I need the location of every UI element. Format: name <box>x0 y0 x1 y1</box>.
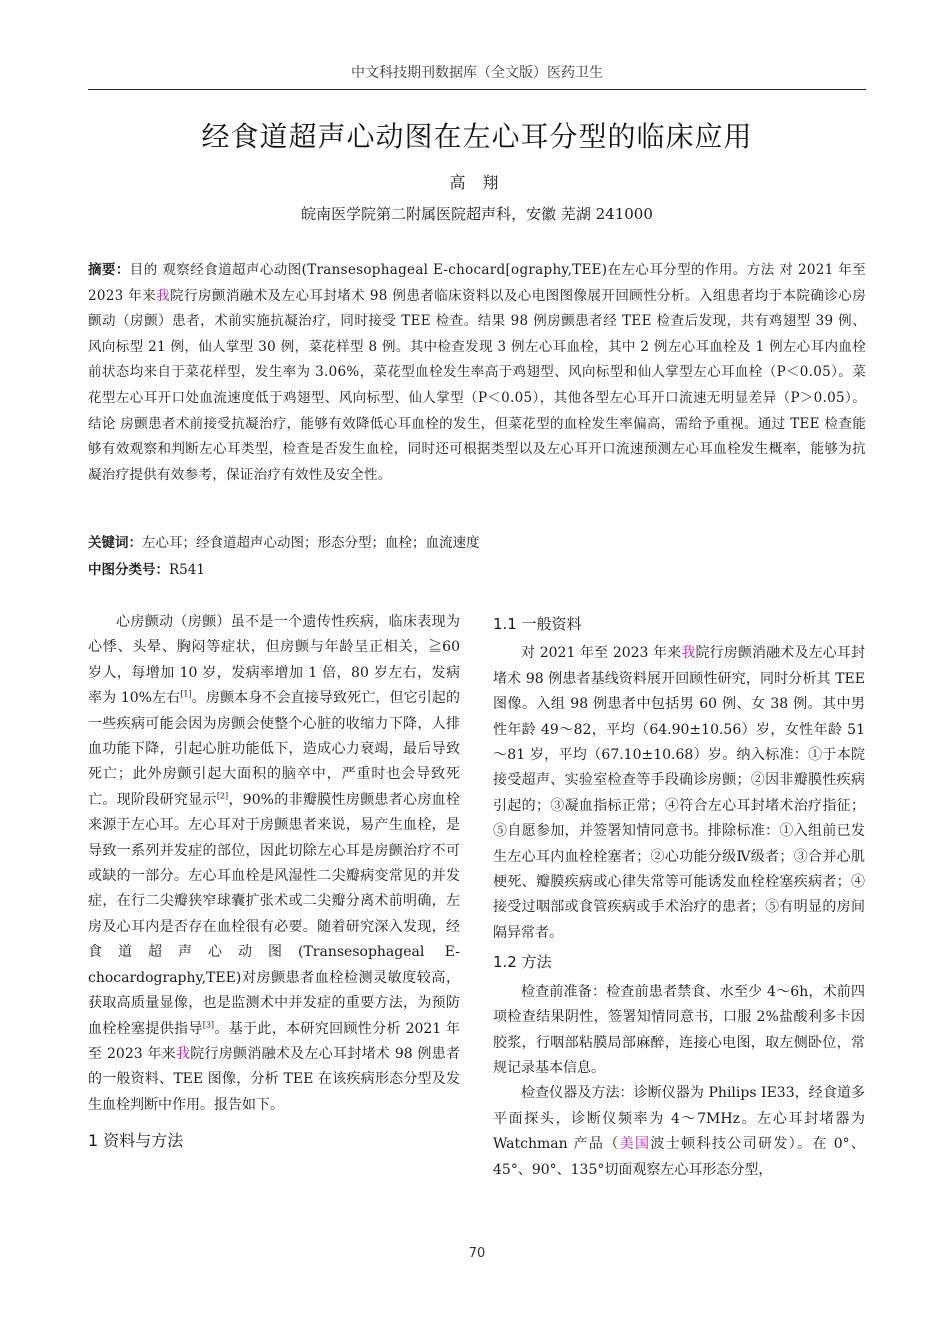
intro-highlight: 我 <box>175 1045 191 1062</box>
classification-number <box>88 558 866 578</box>
abstract-text-2: 院行房颤消融术及左心耳封堵术 98 例患者临床资料以及心电图图像展开回顾性分析。入组患者均于本院确诊心房颤动（房颤）患者，术前实施抗凝治疗，同时接受 TEE 检查。结果 98 例房颤患者经 TEE 检查后发现，共有鸡翅型 39 例、风向标型 21 例，仙人掌型 30 例，菜花样型 8 例。其中检查发现 3 例左心耳血栓，其中 2 例左心耳血栓及 1 例左心耳内血栓前状态均来自于菜花样型，发生率为 3.06%，菜花型血栓发生率高于鸡翅型、风向标型和仙人掌型左心耳血栓（P＜0.05）。菜花型左心耳开口处血流速度低于鸡翅型、风向标型、仙人掌型（P＜0.05），其他各型左心耳开口流速无明显差异（P＞0.05）。结论 房颤患者术前接受抗凝治疗，能够有效降低心耳血栓的发生，但菜花型的血栓发生率偏高，需给予重视。通过 TEE 检查能够有效观察和判断左心耳类型，检查是否发生血栓，同时还可根据类型以及左心耳开口流速预测左心耳血栓发生概率，能够为抗凝治疗提供有效参考，保证治疗有效性及安全性。 <box>88 287 866 483</box>
intro-text-b: 。房颤本身不会直接导致死亡，但它引起的一些疾病可能会因为房颤会使整个心脏的收缩力下降，人排血功能下降，引起心脏功能低下，造成心力衰竭，最后导致死亡；此外房颤引起大面积的脑卒中，严重时也会导致死亡。现阶段研究显示 <box>88 690 460 808</box>
general-data-paragraph <box>493 641 865 946</box>
abstract-highlight: 我 <box>156 287 171 304</box>
right-column <box>493 612 865 1183</box>
instrument-paragraph <box>493 1081 865 1183</box>
clc-label: 中图分类号： <box>88 562 169 578</box>
general-text-a: 对 2021 年至 2023 年来 <box>521 645 682 662</box>
abstract-text-1: 目的 观察经食道超声心动图(Transesophageal E-chocard[ography,TEE)在左心耳分型的作用。方法 对 2021 年至 2023 年来 <box>88 262 866 304</box>
journal-header: 中文科技期刊数据库（全文版）医药卫生 <box>351 65 603 81</box>
section-1-2-heading: 1.2 方法 <box>493 953 552 972</box>
abstract-label: 摘要： <box>88 262 130 278</box>
intro-text-c: ，90%的非瓣膜性房颤患者心房血栓来源于左心耳。左心耳对于房颤患者来说，易产生血栓，是导致一系列并发症的部位，因此切除左心耳是房颤治疗不可或缺的一部分。左心耳血栓是风湿性二尖瓣病变常见的并发症，在行二尖瓣狭窄球囊扩张术或二尖瓣分离术前明确，左房及心耳内是否存在血栓很有必要。随着研究深入发现，经食道超声心动图(Transesophageal E-chocardography,TEE)对房颤患者血栓检测灵敏度较高，获取高质量显像，也是监测术中并发症的重要方法，为预防血栓栓塞提供指导 <box>88 791 460 1037</box>
instrument-text-b: 波士顿科技公司研发）。在 0°、45°、90°、135°切面观察左心耳形态分型， <box>493 1136 866 1178</box>
citation-2: [2] <box>216 791 229 801</box>
section-1-heading: 1 资料与方法 <box>88 1131 184 1151</box>
general-text-b: 院行房颤消融术及左心耳封堵术 98 例患者基线资料展开回顾性研究，同时分析其 TEE 图像。入组 98 例患者中包括男 60 例、女 38 例。其中男性年龄 49～82，平均（64.90±10.56）岁，女性年龄 51～81 岁，平均（67.10±10.68）岁。纳入标准：①于本院接受超声、实验室检查等手段确诊房颤；②因非瓣膜性疾病引起的；③凝血指标正常；④符合左心耳封堵术治疗指征；⑤自愿参加，并签署知情同意书。排除标准：①入组前已发生左心耳内血栓栓塞者；②心功能分级Ⅳ级者；③合并心肌梗死、瓣膜疾病或心律失常等可能诱发血栓栓塞疾病者；④接受过咽部或食管疾病或手术治疗的患者；⑤有明显的房间隔异常者。 <box>493 645 866 941</box>
intro-text-a: 心房颤动（房颤）虽不是一个遗传性疾病，临床表现为心悸、头晕、胸闷等症状，但房颤与年龄呈正相关，≧60 岁人，每增加 10 岁，发病率增加 1 倍，80 岁左右，发病率为 10%左右 <box>88 614 460 707</box>
citation-1: [1] <box>180 689 192 699</box>
instrument-highlight: 美国 <box>619 1136 651 1153</box>
article-author: 高 翔 <box>449 173 505 192</box>
citation-3: [3] <box>202 1019 215 1029</box>
intro-text-e: 院行房颤消融术及左心耳封堵术 98 例患者的一般资料、TEE 图像，分析 TEE 在该疾病形态分型及发生血栓判断中作用。报告如下。 <box>88 1045 460 1113</box>
general-highlight: 我 <box>681 645 696 662</box>
page-number: 70 <box>468 1246 486 1261</box>
article-affiliation: 皖南医学院第二附属医院超声科，安徽 芜湖 241000 <box>301 205 653 223</box>
article-title: 经食道超声心动图在左心耳分型的临床应用 <box>201 120 753 153</box>
intro-text-d: 。基于此，本研究回顾性分析 2021 年至 2023 年来 <box>88 1020 461 1062</box>
keywords-label: 关键词： <box>88 535 142 551</box>
clc-text: R541 <box>169 562 205 578</box>
preparation-paragraph: 检查前准备：检查前患者禁食、水至少 4～6h，术前四项检查结果阴性，签署知情同意书，口服 2%盐酸利多卡因胶浆，行咽部粘膜局部麻醉，连接心电图，取左侧卧位，常规记录基本信息。 <box>493 983 865 1076</box>
keywords-text: 左心耳；经食道超声心动图；形态分型；血栓；血流速度 <box>142 535 480 551</box>
instrument-text-a: 检查仪器及方法：诊断仪器为 Philips IE33，经食道多平面探头，诊断仪频率为 4～7MHz。左心耳封堵器为 Watchman 产品（ <box>493 1085 865 1153</box>
section-1-1-heading: 1.1 一般资料 <box>493 615 582 633</box>
left-column <box>88 610 460 1160</box>
header-rule <box>88 89 866 90</box>
keywords <box>88 531 866 551</box>
intro-paragraph <box>88 610 460 1118</box>
abstract <box>88 258 866 488</box>
